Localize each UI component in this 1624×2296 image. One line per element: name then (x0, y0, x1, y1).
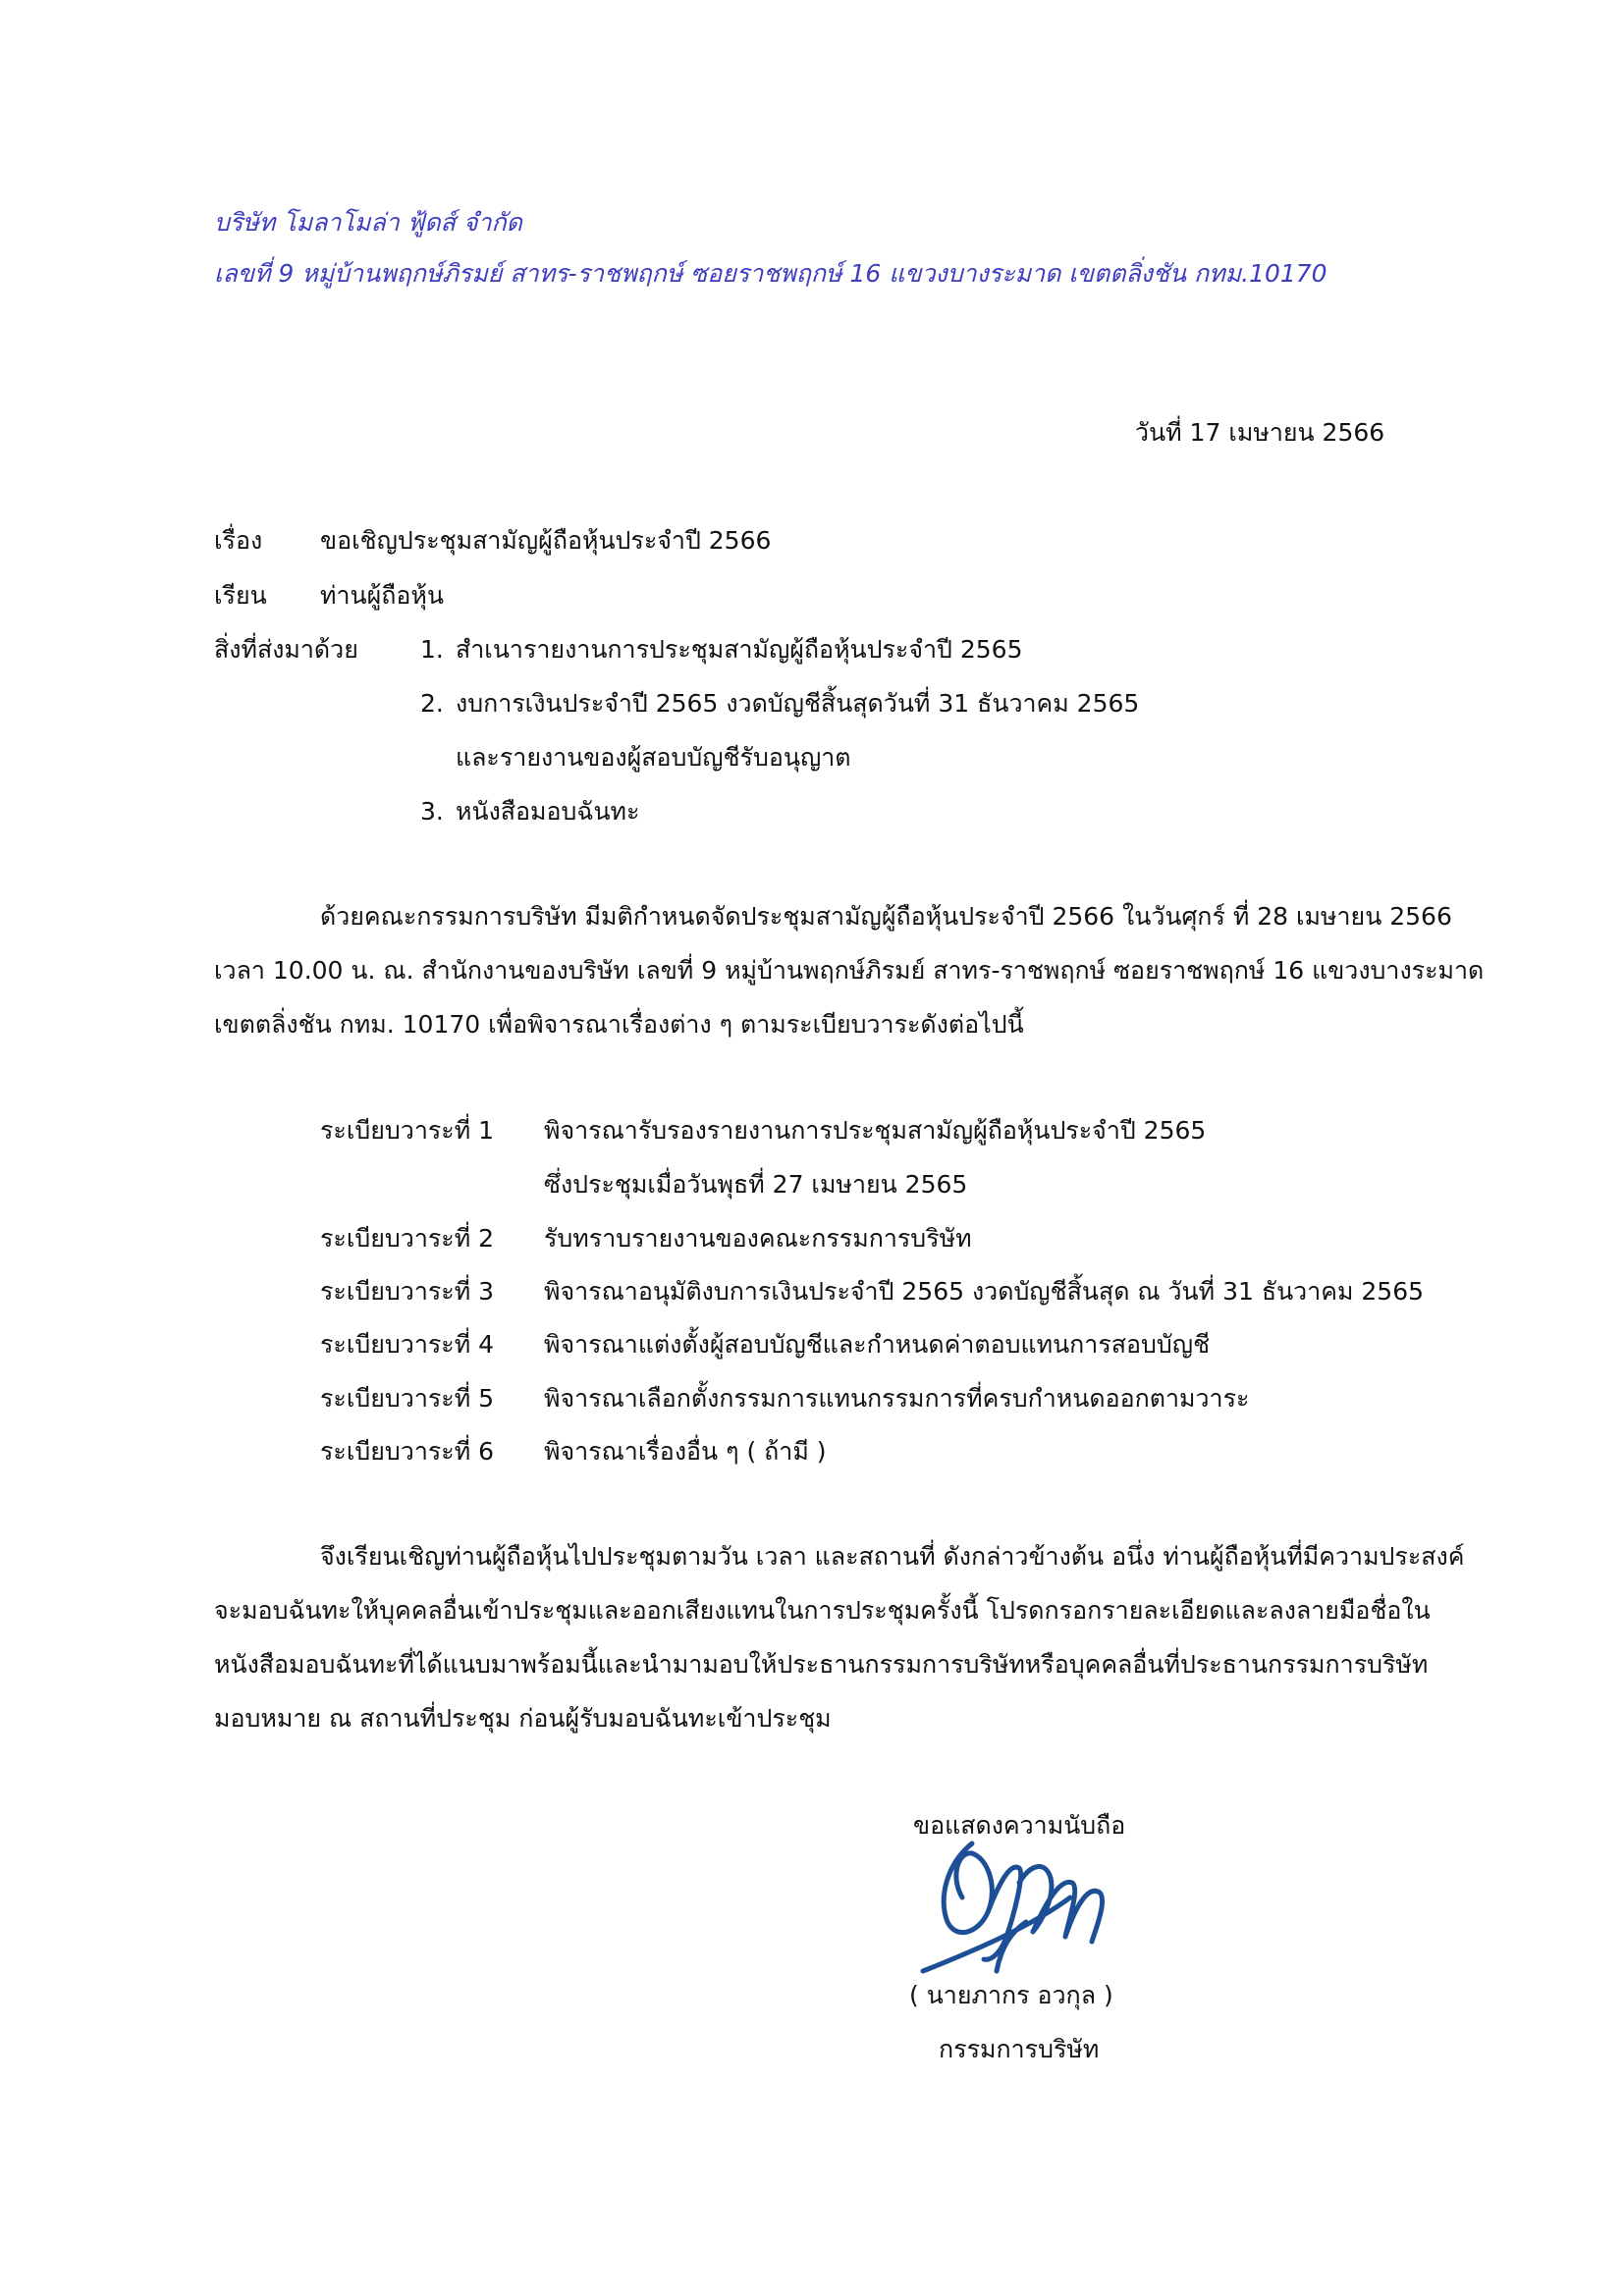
enclosure-num: 3. (420, 797, 444, 826)
subject-text: ขอเชิญประชุมสามัญผู้ถือหุ้นประจำปี 2566 (320, 526, 772, 555)
company-name: บริษัท โมลาโมล่า ฟู้ดส์ จำกัด (214, 208, 522, 237)
enclosure-text: งบการเงินประจำปี 2565 งวดบัญชีสิ้นสุดวันที่ 31 ธันวาคม 2565 (456, 689, 1140, 718)
agenda-text: พิจารณาเลือกตั้งกรรมการแทนกรรมการที่ครบกำหนดออกตามวาระ (544, 1384, 1250, 1413)
handwritten-signature (903, 1824, 1159, 1991)
agenda-label: ระเบียบวาระที่ 3 (320, 1277, 495, 1306)
enclosure-num: 1. (420, 635, 444, 664)
agenda-text-continued: ซึ่งประชุมเมื่อวันพุธที่ 27 เมษายน 2565 (544, 1170, 968, 1199)
closing-line: จะมอบฉันทะให้บุคคลอื่นเข้าประชุมและออกเสียงแทนในการประชุมครั้งนี้ โปรดกรอกรายละเอียดและลงลายมือชื่อใน (214, 1596, 1431, 1625)
intro-line: เขตตลิ่งชัน กทม. 10170 เพื่อพิจารณาเรื่องต่าง ๆ ตามระเบียบวาระดังต่อไปนี้ (214, 1010, 1024, 1039)
signatory-name: ( นายภากร อวกุล ) (909, 1981, 1113, 2009)
subject-label: เรื่อง (214, 526, 263, 555)
agenda-text: พิจารณาเรื่องอื่น ๆ ( ถ้ามี ) (544, 1437, 827, 1466)
agenda-label: ระเบียบวาระที่ 1 (320, 1116, 495, 1145)
to-label: เรียน (214, 581, 267, 610)
agenda-label: ระเบียบวาระที่ 6 (320, 1437, 495, 1466)
signatory-position: กรรมการบริษัท (939, 2035, 1100, 2063)
agenda-text: รับทราบรายงานของคณะกรรมการบริษัท (544, 1224, 972, 1253)
closing-line: มอบหมาย ณ สถานที่ประชุม ก่อนผู้รับมอบฉันทะเข้าประชุม (214, 1704, 832, 1733)
agenda-text: พิจารณารับรองรายงานการประชุมสามัญผู้ถือหุ้นประจำปี 2565 (544, 1116, 1207, 1145)
enclosure-text: สำเนารายงานการประชุมสามัญผู้ถือหุ้นประจำปี 2565 (456, 635, 1023, 664)
enclosure-text-continued: และรายงานของผู้สอบบัญชีรับอนุญาต (456, 743, 851, 772)
agenda-label: ระเบียบวาระที่ 5 (320, 1384, 495, 1413)
enclosure-text: หนังสือมอบฉันทะ (456, 797, 640, 826)
company-address: เลขที่ 9 หมู่บ้านพฤกษ์ภิรมย์ สาทร-ราชพฤกษ์ ซอยราชพฤกษ์ 16 แขวงบางระมาด เขตตลิ่งชัน กทม.10170 (214, 259, 1327, 288)
closing-line: จึงเรียนเชิญท่านผู้ถือหุ้นไปประชุมตามวัน เวลา และสถานที่ ดังกล่าวข้างต้น อนึ่ง ท่านผู้ถือหุ้นที่มีความประสงค์ (320, 1542, 1465, 1571)
agenda-text: พิจารณาอนุมัติงบการเงินประจำปี 2565 งวดบัญชีสิ้นสุด ณ วันที่ 31 ธันวาคม 2565 (544, 1277, 1425, 1306)
regards-text: ขอแสดงความนับถือ (913, 1811, 1126, 1840)
agenda-label: ระเบียบวาระที่ 2 (320, 1224, 495, 1253)
intro-line: ด้วยคณะกรรมการบริษัท มีมติกำหนดจัดประชุมสามัญผู้ถือหุ้นประจำปี 2566 ในวันศุกร์ ที่ 28 เมษายน 2566 (320, 902, 1452, 931)
to-text: ท่านผู้ถือหุ้น (320, 581, 444, 610)
letter-date: วันที่ 17 เมษายน 2566 (1135, 418, 1385, 447)
enclosure-num: 2. (420, 689, 444, 718)
closing-line: หนังสือมอบฉันทะที่ได้แนบมาพร้อมนี้และนำมามอบให้ประธานกรรมการบริษัทหรือบุคคลอื่นที่ประธานกรรมการบริษัท (214, 1650, 1429, 1679)
intro-line: เวลา 10.00 น. ณ. สำนักงานของบริษัท เลขที่ 9 หมู่บ้านพฤกษ์ภิรมย์ สาทร-ราชพฤกษ์ ซอยราชพฤกษ์ 16 แขวงบางระมาด (214, 956, 1485, 985)
agenda-label: ระเบียบวาระที่ 4 (320, 1330, 495, 1359)
agenda-text: พิจารณาแต่งตั้งผู้สอบบัญชีและกำหนดค่าตอบแทนการสอบบัญชี (544, 1330, 1211, 1359)
enclosures-label: สิ่งที่ส่งมาด้วย (214, 635, 358, 664)
